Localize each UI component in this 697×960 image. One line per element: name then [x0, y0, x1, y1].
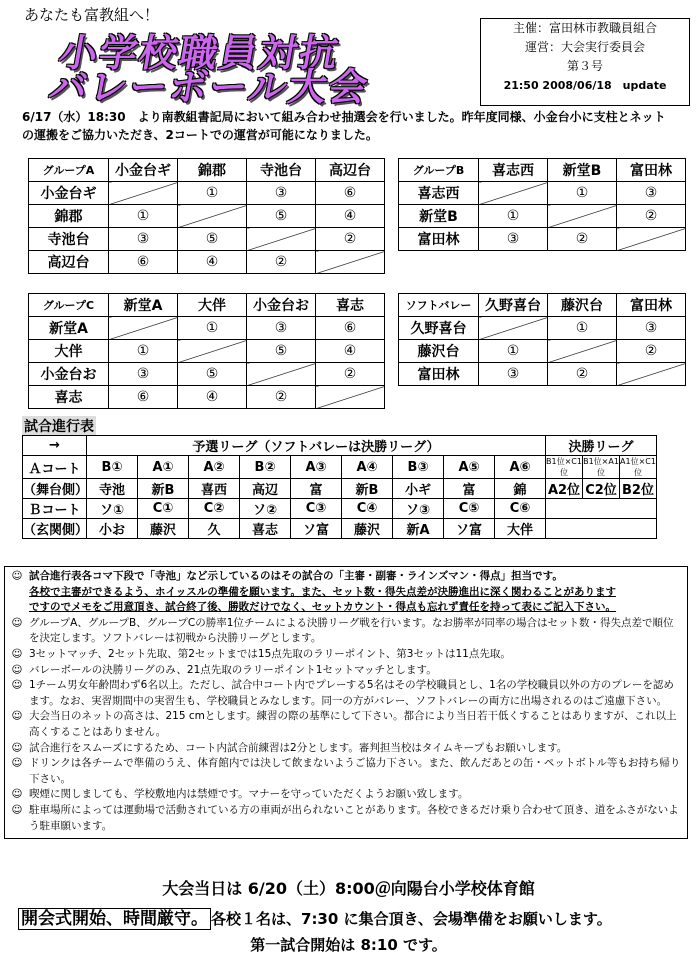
team-row-label: 小金台ギ [29, 182, 109, 205]
group-name: グループC [29, 294, 109, 317]
prelim-header: 予選リーグ（ソフトバレーは決勝リーグ） [87, 436, 546, 456]
match-number-cell: ② [247, 386, 316, 409]
match-number-cell: ⑥ [316, 317, 385, 340]
diagonal-cell [247, 228, 316, 251]
smile-icon: ☺ [11, 741, 23, 754]
match-number-cell: ④ [316, 205, 385, 228]
match-code-cell: C③ [291, 499, 342, 519]
note-text: 1チーム男女年齢問わず6名以上。ただし、試合中コート内でプレーする5名はその学校職員とし、1名の学校職員以外の方のプレーを認めます。なお、実習期間中の実習生も、学校職員とみなします。同一の方がバレー、ソフトバレーの両方に出場されるのはご遠慮下さい。 [29, 679, 674, 707]
first-match-line: 第一試合開始は 8:10 です。 [250, 936, 447, 954]
referee-team-cell: 喜西 [189, 479, 240, 499]
match-number-cell: ⑥ [316, 182, 385, 205]
referee-team-cell: 高辺 [240, 479, 291, 499]
referee-team-cell: 藤沢 [138, 519, 189, 539]
team-header: 錦郡 [178, 159, 247, 182]
referee-team-cell: 新B [138, 479, 189, 499]
intro-line: の運搬をご協力いただき、2コートでの運営が可能になりました。 [22, 128, 378, 142]
note-text: 試合進行表各コマ下段で「寺池」など示しているのはその試合の「主審・副審・ラインズマン・得点」担当です。 [29, 570, 563, 582]
match-number-cell: ③ [479, 228, 548, 251]
update-timestamp: 21:50 2008/06/18 update [503, 79, 667, 92]
group-table-gS [398, 293, 686, 386]
match-number-cell: ② [316, 228, 385, 251]
organizer-host: 主催：富田林市教職員組合 [512, 21, 657, 35]
referee-team-cell: 小お [87, 519, 138, 539]
team-row-label: 錦郡 [29, 205, 109, 228]
match-code-cell: A④ [342, 456, 393, 479]
match-code-cell: A⑥ [495, 456, 546, 479]
match-number-cell: ② [316, 363, 385, 386]
team-header: 富田林 [617, 294, 686, 317]
referee-team-cell: 久 [189, 519, 240, 539]
note-text: 試合進行をスムーズにするため、コート内試合前練習は2分とします。審判担当校はタイムキープもお願いします。 [29, 741, 568, 754]
match-code-cell: C④ [342, 499, 393, 519]
match-number-cell: ① [479, 205, 548, 228]
final-header: 決勝リーグ [546, 436, 657, 456]
note-item [5, 663, 687, 679]
opening-line [18, 904, 612, 929]
match-number-cell: ⑤ [178, 363, 247, 386]
match-number-cell: ② [548, 363, 617, 386]
referee-team-cell: ソ富 [444, 519, 495, 539]
group-name: グループA [29, 159, 109, 182]
note-text: 大会当日のネットの高さは、215 cmとします。練習の際の基準にして下さい。都合により当日若干低くすることはありますが、これ以上高くすることはありません。 [29, 710, 677, 738]
match-number-cell: ① [479, 340, 548, 363]
smile-icon: ☺ [11, 647, 23, 660]
match-number-cell: ② [247, 251, 316, 274]
note-item [5, 569, 687, 616]
note-text: 喫煙に関しましても、学校敷地内は禁煙です。マナーを守っていただくようお願い致します。 [29, 788, 469, 801]
smile-icon: ☺ [11, 803, 23, 816]
note-text: ですのでメモをご用意頂き、試合終了後、勝敗だけでなく、セットカウント・得点も忘れず責任を持って表にご記入下さい。 [29, 601, 617, 614]
diagonal-cell [479, 182, 548, 205]
referee-team-cell: 寺池 [87, 479, 138, 499]
team-row-label: 富田林 [399, 228, 479, 251]
referee-team-cell: 藤沢 [342, 519, 393, 539]
court-b-sub: （玄関側） [23, 519, 87, 539]
diagonal-cell [178, 340, 247, 363]
note-item [5, 647, 687, 663]
diagonal-cell [178, 205, 247, 228]
team-header: 喜志 [316, 294, 385, 317]
referee-team-cell: ソ富 [291, 519, 342, 539]
notes-box [4, 566, 688, 839]
match-code-cell: B① [87, 456, 138, 479]
note-item [5, 616, 687, 647]
team-row-label: 小金台お [29, 363, 109, 386]
final-match-cell: B1位×C1位 [546, 457, 582, 477]
match-code-cell: A② [189, 456, 240, 479]
opening-boxed-text: 開会式開始、時間厳守。 [18, 908, 211, 930]
match-code-cell: C⑥ [495, 499, 546, 519]
match-code-cell: A① [138, 456, 189, 479]
match-number-cell: ④ [178, 386, 247, 409]
smile-icon: ☺ [11, 616, 23, 629]
match-code-cell: C② [189, 499, 240, 519]
smile-icon: ☺ [11, 788, 23, 801]
team-row-label: 新堂A [29, 317, 109, 340]
match-code-cell: B② [240, 456, 291, 479]
diagonal-cell [109, 317, 178, 340]
issue-number: 第３号 [566, 59, 603, 73]
team-row-label: 喜志 [29, 386, 109, 409]
match-code-cell: ソ① [87, 499, 138, 519]
group-name: グループB [399, 159, 479, 182]
team-header: 大伴 [178, 294, 247, 317]
match-number-cell: ③ [109, 363, 178, 386]
diagonal-cell [479, 317, 548, 340]
tagline: あなたも富教組へ！ [24, 6, 160, 24]
note-text: 各校で主審ができるよう、ホイッスルの準備を願います。また、セット数・得失点差が決勝進出に深く関わることがあります [29, 585, 616, 598]
group-table-gB [398, 158, 686, 251]
team-header: 藤沢台 [548, 294, 617, 317]
group-table-gA [28, 158, 385, 274]
diagonal-cell [617, 363, 686, 386]
intro-text [22, 108, 690, 144]
match-number-cell: ⑤ [178, 228, 247, 251]
note-item [5, 756, 687, 787]
note-item [5, 741, 687, 757]
note-text: 3セットマッチ、2セット先取、第2セットまでは15点先取のラリーポイント、第3セットは11点先取。 [29, 647, 511, 660]
note-item [5, 709, 687, 740]
team-header: 寺池台 [247, 159, 316, 182]
diagonal-cell [247, 363, 316, 386]
referee-team-cell: 新A [393, 519, 444, 539]
match-number-cell: ④ [316, 340, 385, 363]
group-name: ソフトバレー [399, 294, 479, 317]
organizer-operator: 運営：大会実行委員会 [524, 40, 645, 54]
final-referee-cell: B2位 [620, 479, 657, 499]
match-number-cell: ⑤ [247, 205, 316, 228]
team-header: 小金台お [247, 294, 316, 317]
diagonal-cell [316, 386, 385, 409]
team-row-label: 寺池台 [29, 228, 109, 251]
match-number-cell: ① [178, 182, 247, 205]
intro-line: 6/17（水）18:30 より南教組書記局において組み合わせ抽選会を行いました。昨年度同様、小金台小に支柱とネット [22, 110, 666, 124]
note-text: グループA、グループB、グループCの勝率1位チームによる決勝リーグ戦を行います。なお勝率が同率の場合はセット数・得失点差で順位を決定します。ソフトバレーは初戦から決勝リーグとします。 [29, 616, 674, 645]
match-number-cell: ③ [617, 182, 686, 205]
final-referee-cell: A2位 [546, 479, 583, 499]
match-code-cell: C⑤ [444, 499, 495, 519]
court-a-sub: （舞台側） [23, 479, 87, 499]
smile-icon: ☺ [11, 663, 23, 676]
team-header: 新堂B [548, 159, 617, 182]
match-number-cell: ③ [247, 182, 316, 205]
event-date-line: 大会当日は 6/20（土）8:00＠向陽台小学校体育館 [162, 879, 535, 898]
group-table-gC [28, 293, 385, 409]
smile-icon: ☺ [11, 710, 23, 723]
match-number-cell: ④ [178, 251, 247, 274]
page-title-line1: 小学校職員対抗 [55, 31, 344, 75]
smile-icon: ☺ [11, 679, 23, 692]
note-item [5, 787, 687, 803]
match-number-cell: ⑥ [109, 386, 178, 409]
match-number-cell: ① [109, 340, 178, 363]
team-row-label: 富田林 [399, 363, 479, 386]
referee-team-cell: 小ギ [393, 479, 444, 499]
match-number-cell: ⑥ [109, 251, 178, 274]
team-row-label: 大伴 [29, 340, 109, 363]
empty-final-cell [546, 519, 657, 539]
match-code-cell: A③ [291, 456, 342, 479]
referee-team-cell: 新B [342, 479, 393, 499]
match-code-cell: C① [138, 499, 189, 519]
referee-team-cell: 富 [291, 479, 342, 499]
diagonal-cell [548, 340, 617, 363]
arrow-cell: → [23, 436, 87, 456]
team-row-label: 高辺台 [29, 251, 109, 274]
referee-team-cell: 錦 [495, 479, 546, 499]
organizer-box [480, 18, 690, 106]
match-number-cell: ③ [109, 228, 178, 251]
match-number-cell: ② [548, 228, 617, 251]
team-header: 高辺台 [316, 159, 385, 182]
match-number-cell: ② [617, 340, 686, 363]
smile-icon: ☺ [11, 757, 23, 770]
team-row-label: 久野喜台 [399, 317, 479, 340]
note-text: ドリンクは各チームで準備のうえ、体育館内では決して飲まないようご協力下さい。また、飲んだあとの缶・ペットボトル等もお持ち帰り下さい。 [29, 757, 681, 785]
note-item [5, 803, 687, 834]
final-match-cell: A1位×C1位 [620, 457, 656, 477]
final-match-cell: B1位×A1位 [583, 457, 619, 477]
smile-icon: ☺ [11, 570, 23, 582]
referee-team-cell: 喜志 [240, 519, 291, 539]
team-row-label: 喜志西 [399, 182, 479, 205]
empty-final-cell [546, 499, 657, 519]
referee-team-cell: 大伴 [495, 519, 546, 539]
match-number-cell: ③ [479, 363, 548, 386]
team-header: 小金台ギ [109, 159, 178, 182]
match-code-cell: B③ [393, 456, 444, 479]
match-number-cell: ③ [617, 317, 686, 340]
team-row-label: 藤沢台 [399, 340, 479, 363]
diagonal-cell [316, 251, 385, 274]
diagonal-cell [617, 228, 686, 251]
match-number-cell: ① [548, 317, 617, 340]
opening-rest-text: 各校１名は、7:30 に集合頂き、会場準備をお願いします。 [211, 910, 612, 928]
note-text: バレーボールの決勝リーグのみ、21点先取のラリーポイント1セットマッチとします。 [29, 663, 437, 676]
match-number-cell: ① [178, 317, 247, 340]
match-number-cell: ① [548, 182, 617, 205]
team-header: 喜志西 [479, 159, 548, 182]
note-item [5, 678, 687, 709]
final-referee-cell: C2位 [583, 479, 620, 499]
court-b-label: Ｂコート [23, 499, 87, 519]
team-row-label: 新堂B [399, 205, 479, 228]
match-code-cell: ソ② [240, 499, 291, 519]
diagonal-cell [548, 205, 617, 228]
match-code-cell: ソ③ [393, 499, 444, 519]
page-title-line2: バレーボール大会 [45, 65, 373, 109]
team-header: 久野喜台 [479, 294, 548, 317]
diagonal-cell [109, 182, 178, 205]
match-number-cell: ⑤ [247, 340, 316, 363]
match-code-cell: A⑤ [444, 456, 495, 479]
schedule-table [22, 435, 657, 539]
match-number-cell: ① [109, 205, 178, 228]
court-a-label: Ａコート [23, 456, 87, 479]
note-text: 駐車場所によっては運動場で活動されている方の車両が出られないことがあります。各校できるだけ乗り合わせて頂き、道をふさがないよう駐車願います。 [29, 803, 679, 832]
match-number-cell: ② [617, 205, 686, 228]
team-header: 富田林 [617, 159, 686, 182]
referee-team-cell: 富 [444, 479, 495, 499]
team-header: 新堂A [109, 294, 178, 317]
schedule-title: 試合進行表 [22, 416, 96, 436]
match-number-cell: ③ [247, 317, 316, 340]
